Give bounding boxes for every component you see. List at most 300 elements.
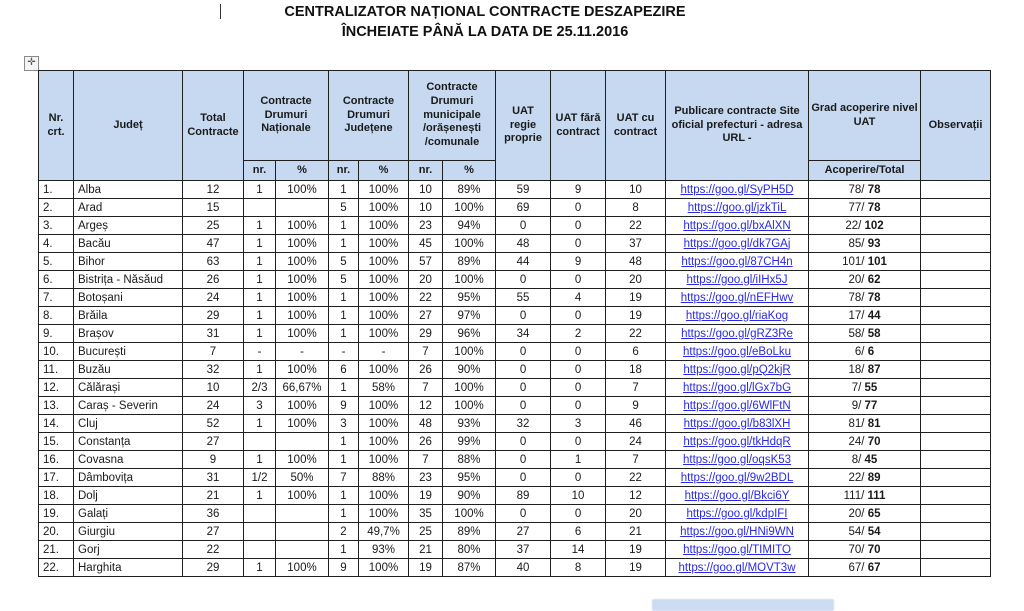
uat-cu-count: 22 — [606, 325, 666, 343]
uat-cu-count: 6 — [606, 343, 666, 361]
dj-count: 1 — [329, 235, 359, 253]
contract-link[interactable]: https://goo.gl/MOVT3w — [678, 561, 796, 574]
header-acoperire-total: Acoperire/Total — [809, 161, 921, 181]
dj-percent: 100% — [359, 181, 409, 199]
coverage-total: 101 — [867, 255, 887, 268]
total-contracts: 27 — [183, 433, 244, 451]
coverage-cell — [809, 397, 921, 415]
dm-count: 48 — [409, 415, 443, 433]
uat-cu-count: 22 — [606, 469, 666, 487]
contract-link[interactable]: https://goo.gl/bxAlXN — [683, 219, 791, 232]
dj-count: - — [329, 343, 359, 361]
table-row — [39, 181, 991, 199]
row-number: 15. — [39, 433, 74, 451]
dn-percent — [276, 541, 329, 559]
dm-count: 57 — [409, 253, 443, 271]
contract-url-cell — [666, 217, 809, 235]
county-name: Giurgiu — [74, 523, 183, 541]
dm-percent: 89% — [443, 253, 496, 271]
observations-cell — [921, 253, 991, 271]
contract-link[interactable]: https://goo.gl/6WlFtN — [683, 399, 791, 412]
observations-cell — [921, 469, 991, 487]
observations-cell — [921, 307, 991, 325]
uat-cu-count: 10 — [606, 181, 666, 199]
total-contracts: 21 — [183, 487, 244, 505]
contract-link[interactable]: https://goo.gl/HNi9WN — [680, 525, 794, 538]
dn-count — [244, 433, 276, 451]
county-name: Constanța — [74, 433, 183, 451]
uat-fara-count: 1 — [551, 451, 606, 469]
uat-fara-count: 9 — [551, 181, 606, 199]
dn-percent: 100% — [276, 559, 329, 577]
coverage-total: 58 — [867, 327, 881, 340]
contract-url-cell — [666, 181, 809, 199]
uat-fara-count: 9 — [551, 253, 606, 271]
uat-cu-count: 8 — [606, 199, 666, 217]
table-row — [39, 415, 991, 433]
contract-url-cell — [666, 559, 809, 577]
coverage-cell — [809, 451, 921, 469]
dn-percent: 100% — [276, 271, 329, 289]
contract-url-cell — [666, 199, 809, 217]
uat-regie-count: 0 — [496, 307, 551, 325]
header-dm-nr: nr. — [409, 161, 443, 181]
row-number: 14. — [39, 415, 74, 433]
row-number: 18. — [39, 487, 74, 505]
row-number: 7. — [39, 289, 74, 307]
row-number: 19. — [39, 505, 74, 523]
dn-count: 1 — [244, 559, 276, 577]
coverage-total: 65 — [867, 507, 881, 520]
total-contracts: 25 — [183, 217, 244, 235]
dn-count: 1 — [244, 271, 276, 289]
dj-percent: 100% — [359, 271, 409, 289]
dn-count: 1 — [244, 307, 276, 325]
uat-regie-count: 37 — [496, 541, 551, 559]
contract-url-cell — [666, 397, 809, 415]
coverage-cell — [809, 523, 921, 541]
uat-cu-count: 7 — [606, 451, 666, 469]
dj-percent: 100% — [359, 487, 409, 505]
document-title — [0, 2, 970, 42]
header-uat-regie: UAT regie proprie — [496, 71, 551, 181]
uat-cu-count: 19 — [606, 307, 666, 325]
coverage-cell — [809, 289, 921, 307]
contract-link[interactable]: https://goo.gl/dk7GAj — [683, 237, 791, 250]
uat-cu-count: 22 — [606, 217, 666, 235]
county-name: Cluj — [74, 415, 183, 433]
uat-regie-count: 0 — [496, 379, 551, 397]
uat-fara-count: 0 — [551, 469, 606, 487]
dn-percent — [276, 433, 329, 451]
contract-url-cell — [666, 505, 809, 523]
uat-regie-count: 0 — [496, 217, 551, 235]
uat-regie-count: 0 — [496, 343, 551, 361]
coverage-total: 55 — [864, 381, 878, 394]
coverage-cell — [809, 307, 921, 325]
dj-percent: 100% — [359, 253, 409, 271]
contract-link[interactable]: https://goo.gl/iIHx5J — [686, 273, 788, 286]
county-name: Harghita — [74, 559, 183, 577]
dn-percent: 100% — [276, 397, 329, 415]
coverage-total: 78 — [867, 201, 881, 214]
county-name: Botoșani — [74, 289, 183, 307]
contract-link[interactable]: https://goo.gl/lGx7bG — [682, 381, 792, 394]
dj-count: 1 — [329, 379, 359, 397]
row-number: 3. — [39, 217, 74, 235]
header-judet: Județ — [74, 71, 183, 181]
observations-cell — [921, 541, 991, 559]
dn-count — [244, 505, 276, 523]
coverage-cell — [809, 271, 921, 289]
uat-regie-count: 0 — [496, 505, 551, 523]
coverage-cell — [809, 559, 921, 577]
dn-count: 1/2 — [244, 469, 276, 487]
county-name: Buzău — [74, 361, 183, 379]
contract-link[interactable]: https://goo.gl/b83lXH — [683, 417, 791, 430]
table-row — [39, 217, 991, 235]
dn-count: 1 — [244, 451, 276, 469]
coverage-count: 70/ — [848, 543, 868, 556]
header-drumuri-judetene: Contracte Drumuri Județene — [329, 71, 409, 161]
coverage-count: 58/ — [848, 327, 868, 340]
contract-link[interactable]: https://goo.gl/Bkci6Y — [684, 489, 790, 502]
coverage-count: 85/ — [848, 237, 868, 250]
dn-count — [244, 541, 276, 559]
contract-link[interactable]: https://goo.gl/eBoLku — [682, 345, 792, 358]
dm-percent: 95% — [443, 289, 496, 307]
dn-percent: 100% — [276, 361, 329, 379]
contracts-table — [38, 70, 991, 577]
uat-cu-count: 24 — [606, 433, 666, 451]
dn-percent — [276, 523, 329, 541]
uat-regie-count: 0 — [496, 271, 551, 289]
coverage-count: 7/ — [851, 381, 865, 394]
uat-fara-count: 0 — [551, 361, 606, 379]
dm-percent: 100% — [443, 343, 496, 361]
observations-cell — [921, 235, 991, 253]
table-row — [39, 451, 991, 469]
uat-cu-count: 19 — [606, 559, 666, 577]
header-total-contracte: Total Contracte — [183, 71, 244, 181]
dm-count: 19 — [409, 487, 443, 505]
header-grad-acoperire: Grad acoperire nivel UAT — [809, 71, 921, 161]
contract-url-cell — [666, 289, 809, 307]
coverage-total: 70 — [867, 543, 881, 556]
contract-link[interactable]: https://goo.gl/riaKog — [685, 309, 789, 322]
contract-link[interactable]: https://goo.gl/nEFHwv — [680, 291, 794, 304]
table-row — [39, 559, 991, 577]
contract-url-cell — [666, 451, 809, 469]
dm-count: 26 — [409, 433, 443, 451]
coverage-cell — [809, 199, 921, 217]
total-contracts: 63 — [183, 253, 244, 271]
contract-link[interactable]: https://goo.gl/9w2BDL — [680, 471, 794, 484]
observations-cell — [921, 397, 991, 415]
dn-percent: 100% — [276, 253, 329, 271]
coverage-count: 77/ — [848, 201, 868, 214]
dn-percent: 66,67% — [276, 379, 329, 397]
dm-percent: 89% — [443, 181, 496, 199]
total-contracts: 24 — [183, 289, 244, 307]
contract-url-cell — [666, 469, 809, 487]
header-dn-nr: nr. — [244, 161, 276, 181]
uat-cu-count: 21 — [606, 523, 666, 541]
coverage-count: 24/ — [848, 435, 868, 448]
table-row — [39, 541, 991, 559]
text-cursor — [220, 4, 221, 19]
contract-link[interactable]: https://goo.gl/gRZ3Re — [681, 327, 793, 340]
next-page-row-fragment — [652, 599, 834, 611]
contract-link[interactable]: https://goo.gl/87CH4n — [681, 255, 793, 268]
row-number: 1. — [39, 181, 74, 199]
dn-count — [244, 199, 276, 217]
total-contracts: 7 — [183, 343, 244, 361]
observations-cell — [921, 181, 991, 199]
contract-url-cell — [666, 343, 809, 361]
header-nr-crt: Nr. crt. — [39, 71, 74, 181]
coverage-total: 93 — [867, 237, 881, 250]
observations-cell — [921, 559, 991, 577]
uat-regie-count: 0 — [496, 397, 551, 415]
dn-percent: 50% — [276, 469, 329, 487]
table-row — [39, 505, 991, 523]
dn-percent: 100% — [276, 307, 329, 325]
coverage-count: 22/ — [845, 219, 865, 232]
dn-count: 2/3 — [244, 379, 276, 397]
uat-fara-count: 14 — [551, 541, 606, 559]
table-row — [39, 469, 991, 487]
dj-count: 5 — [329, 271, 359, 289]
uat-fara-count: 0 — [551, 379, 606, 397]
dj-count: 1 — [329, 181, 359, 199]
uat-cu-count: 12 — [606, 487, 666, 505]
dn-percent — [276, 505, 329, 523]
contract-link[interactable]: https://goo.gl/TIMITO — [683, 543, 791, 556]
uat-regie-count: 0 — [496, 361, 551, 379]
coverage-total: 77 — [864, 399, 878, 412]
uat-fara-count: 0 — [551, 433, 606, 451]
dm-percent: 95% — [443, 469, 496, 487]
contract-link[interactable]: https://goo.gl/oqsK53 — [682, 453, 792, 466]
coverage-count: 81/ — [848, 417, 868, 430]
coverage-count: 22/ — [848, 471, 868, 484]
uat-cu-count: 48 — [606, 253, 666, 271]
county-name: Brăila — [74, 307, 183, 325]
dm-percent: 90% — [443, 487, 496, 505]
row-number: 13. — [39, 397, 74, 415]
coverage-count: 20/ — [848, 507, 868, 520]
dj-count: 7 — [329, 469, 359, 487]
dn-percent — [276, 199, 329, 217]
county-name: Arad — [74, 199, 183, 217]
contract-link[interactable]: https://goo.gl/tkHdqR — [683, 435, 791, 448]
dj-count: 5 — [329, 253, 359, 271]
total-contracts: 52 — [183, 415, 244, 433]
dm-percent: 93% — [443, 415, 496, 433]
observations-cell — [921, 523, 991, 541]
uat-regie-count: 40 — [496, 559, 551, 577]
county-name: Galați — [74, 505, 183, 523]
county-name: Dolj — [74, 487, 183, 505]
coverage-count: 20/ — [848, 273, 868, 286]
coverage-count: 18/ — [848, 363, 868, 376]
coverage-count: 67/ — [848, 561, 868, 574]
contract-url-cell — [666, 433, 809, 451]
coverage-total: 54 — [867, 525, 881, 538]
dj-count: 1 — [329, 433, 359, 451]
contract-url-cell — [666, 253, 809, 271]
dm-percent: 100% — [443, 505, 496, 523]
coverage-total: 70 — [867, 435, 881, 448]
total-contracts: 15 — [183, 199, 244, 217]
dn-percent: - — [276, 343, 329, 361]
coverage-cell — [809, 505, 921, 523]
dj-count: 6 — [329, 361, 359, 379]
coverage-cell — [809, 325, 921, 343]
uat-regie-count: 48 — [496, 235, 551, 253]
dj-count: 1 — [329, 487, 359, 505]
total-contracts: 47 — [183, 235, 244, 253]
dm-percent: 100% — [443, 397, 496, 415]
uat-regie-count: 59 — [496, 181, 551, 199]
coverage-total: 102 — [864, 219, 884, 232]
dn-percent: 100% — [276, 235, 329, 253]
dj-count: 2 — [329, 523, 359, 541]
uat-fara-count: 0 — [551, 235, 606, 253]
uat-fara-count: 10 — [551, 487, 606, 505]
uat-regie-count: 32 — [496, 415, 551, 433]
uat-fara-count: 4 — [551, 289, 606, 307]
table-row — [39, 307, 991, 325]
uat-fara-count: 6 — [551, 523, 606, 541]
coverage-cell — [809, 235, 921, 253]
uat-fara-count: 0 — [551, 271, 606, 289]
table-row — [39, 199, 991, 217]
dm-percent: 96% — [443, 325, 496, 343]
coverage-total: 62 — [867, 273, 881, 286]
coverage-count: 78/ — [848, 291, 868, 304]
coverage-total: 6 — [867, 345, 875, 358]
dm-count: 10 — [409, 181, 443, 199]
contract-url-cell — [666, 235, 809, 253]
coverage-cell — [809, 343, 921, 361]
header-dm-pct: % — [443, 161, 496, 181]
dj-count: 1 — [329, 505, 359, 523]
contract-link[interactable]: https://goo.gl/jzkTiL — [687, 201, 787, 214]
dn-count — [244, 523, 276, 541]
dj-percent: 100% — [359, 235, 409, 253]
dm-percent: 90% — [443, 361, 496, 379]
county-name: Caraș - Severin — [74, 397, 183, 415]
dm-percent: 100% — [443, 271, 496, 289]
coverage-cell — [809, 181, 921, 199]
uat-fara-count: 3 — [551, 415, 606, 433]
observations-cell — [921, 325, 991, 343]
dm-percent: 97% — [443, 307, 496, 325]
uat-fara-count: 0 — [551, 307, 606, 325]
dm-count: 23 — [409, 217, 443, 235]
dn-percent: 100% — [276, 415, 329, 433]
dm-count: 26 — [409, 361, 443, 379]
dj-count: 1 — [329, 325, 359, 343]
dm-percent: 89% — [443, 523, 496, 541]
dm-percent: 100% — [443, 235, 496, 253]
table-row — [39, 271, 991, 289]
dn-count: 1 — [244, 181, 276, 199]
table-move-handle-icon[interactable]: ✛ — [24, 56, 39, 71]
row-number: 12. — [39, 379, 74, 397]
row-number: 5. — [39, 253, 74, 271]
dj-percent: 100% — [359, 559, 409, 577]
uat-fara-count: 0 — [551, 217, 606, 235]
title-line-1: CENTRALIZATOR NAȚIONAL CONTRACTE DESZAPEZIRE — [284, 4, 686, 20]
title-line-2: ÎNCHEIATE PÂNĂ LA DATA DE 25.11.2016 — [341, 24, 629, 40]
dn-count: 1 — [244, 487, 276, 505]
row-number: 6. — [39, 271, 74, 289]
dm-count: 10 — [409, 199, 443, 217]
dj-percent: 100% — [359, 289, 409, 307]
table-body — [39, 181, 991, 577]
observations-cell — [921, 415, 991, 433]
contract-url-cell — [666, 523, 809, 541]
uat-cu-count: 37 — [606, 235, 666, 253]
county-name: Bacău — [74, 235, 183, 253]
dn-count: 1 — [244, 325, 276, 343]
dn-count: 1 — [244, 235, 276, 253]
total-contracts: 9 — [183, 451, 244, 469]
coverage-total: 89 — [867, 471, 881, 484]
dj-count: 1 — [329, 307, 359, 325]
contract-url-cell — [666, 541, 809, 559]
dj-percent: 100% — [359, 217, 409, 235]
coverage-count: 8/ — [851, 453, 865, 466]
coverage-total: 87 — [867, 363, 881, 376]
uat-cu-count: 46 — [606, 415, 666, 433]
uat-regie-count: 0 — [496, 451, 551, 469]
uat-fara-count: 0 — [551, 343, 606, 361]
coverage-count: 111/ — [843, 489, 868, 502]
contract-link[interactable]: https://goo.gl/SyPH5D — [680, 183, 794, 196]
contract-link[interactable]: https://goo.gl/kdpIFI — [686, 507, 788, 520]
dj-count: 5 — [329, 199, 359, 217]
coverage-count: 101/ — [842, 255, 868, 268]
coverage-total: 81 — [867, 417, 881, 430]
dj-percent: 100% — [359, 199, 409, 217]
dn-count: 3 — [244, 397, 276, 415]
dn-percent: 100% — [276, 217, 329, 235]
observations-cell — [921, 451, 991, 469]
contract-link[interactable]: https://goo.gl/pQ2kjR — [683, 363, 791, 376]
dm-count: 7 — [409, 343, 443, 361]
dj-percent: 100% — [359, 451, 409, 469]
dj-percent: 49,7% — [359, 523, 409, 541]
contract-url-cell — [666, 361, 809, 379]
table-row — [39, 379, 991, 397]
observations-cell — [921, 217, 991, 235]
dn-percent: 100% — [276, 451, 329, 469]
row-number: 11. — [39, 361, 74, 379]
row-number: 16. — [39, 451, 74, 469]
row-number: 10. — [39, 343, 74, 361]
dm-percent: 99% — [443, 433, 496, 451]
header-drumuri-municipale: Contracte Drumuri municipale /orășenești /comunale — [409, 71, 496, 161]
dj-percent: 58% — [359, 379, 409, 397]
coverage-count: 17/ — [848, 309, 868, 322]
coverage-cell — [809, 361, 921, 379]
header-observatii: Observații — [921, 71, 991, 181]
contract-url-cell — [666, 415, 809, 433]
